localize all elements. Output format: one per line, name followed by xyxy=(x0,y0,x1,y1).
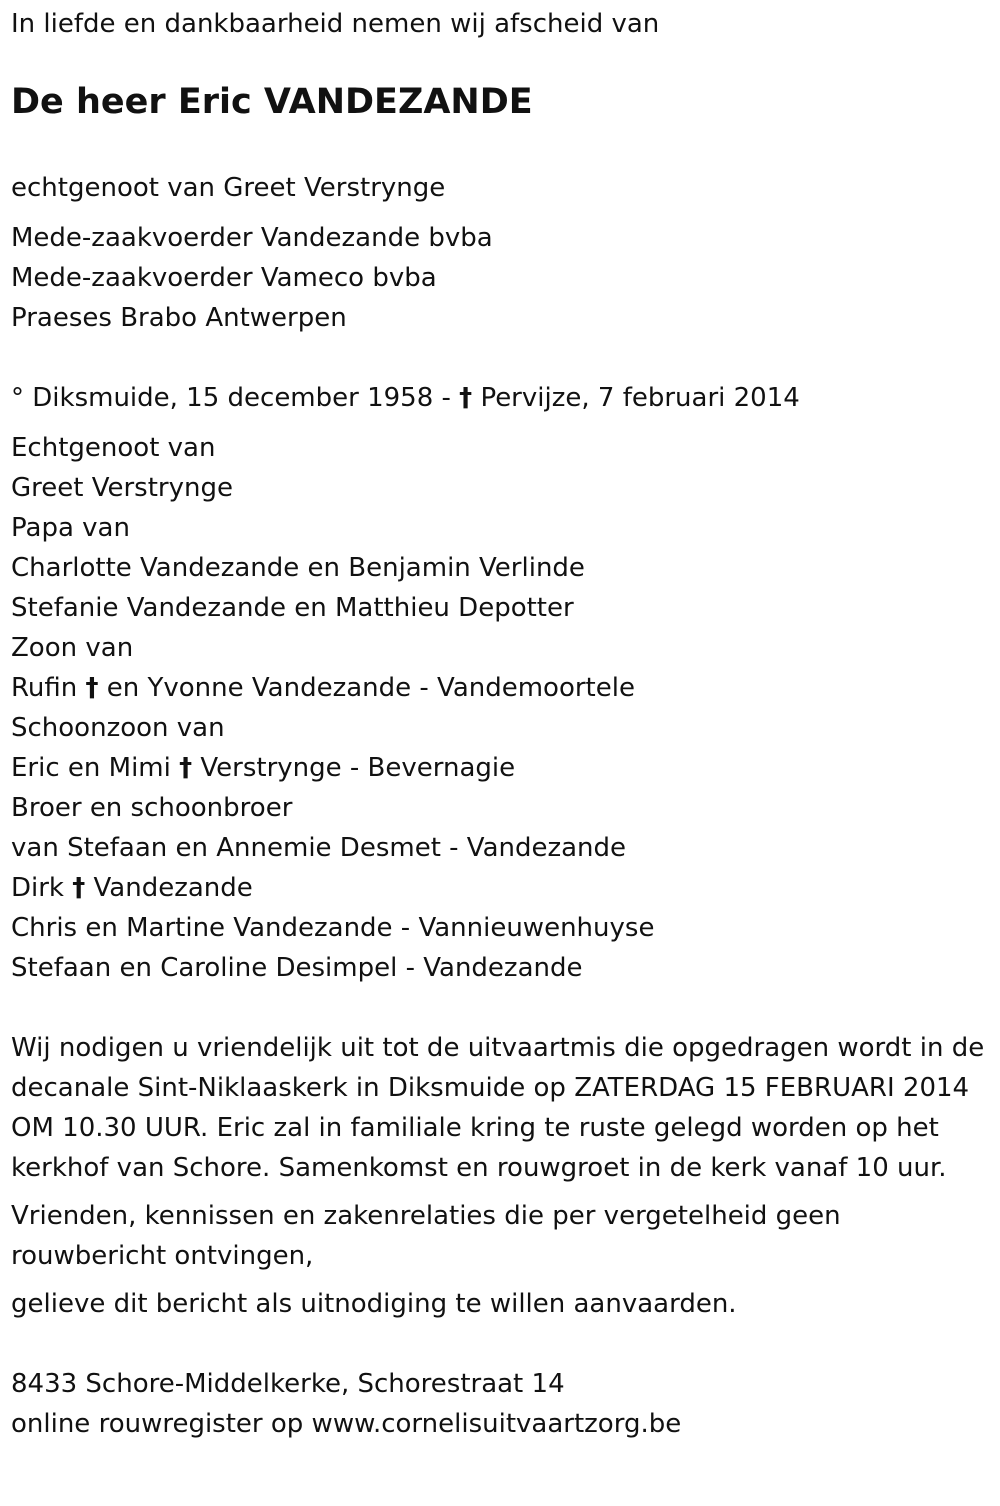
role-item: Mede-zaakvoerder Vandezande bvba xyxy=(11,223,493,253)
family-line xyxy=(11,668,989,708)
family-line: Zoon van xyxy=(11,633,134,663)
family-name: Vandezande xyxy=(93,873,253,903)
family-line: Charlotte Vandezande en Benjamin Verlinde xyxy=(11,553,585,583)
online-register: online rouwregister op www.cornelisuitvaartzorg.be xyxy=(11,1409,682,1439)
family-name: Rufin xyxy=(11,673,78,703)
role-item: Praeses Brabo Antwerpen xyxy=(11,303,347,333)
family-line xyxy=(11,748,989,788)
family-line: Stefaan en Caroline Desimpel - Vandezande xyxy=(11,953,583,983)
life-dates xyxy=(11,378,989,418)
request-paragraph: gelieve dit bericht als uitnodiging te willen aanvaarden. xyxy=(11,1289,737,1319)
family-list xyxy=(11,428,989,988)
family-line: Papa van xyxy=(11,513,130,543)
family-name: Dirk xyxy=(11,873,64,903)
roles-list xyxy=(11,218,989,338)
cross-icon: † xyxy=(85,673,99,703)
family-line xyxy=(11,868,989,908)
family-line: van Stefaan en Annemie Desmet - Vandezande xyxy=(11,833,627,863)
family-name: en Yvonne Vandezande - Vandemoortele xyxy=(106,673,635,703)
family-line: Schoonzoon van xyxy=(11,713,225,743)
address: 8433 Schore-Middelkerke, Schorestraat 14 xyxy=(11,1369,565,1399)
deceased-name: De heer Eric VANDEZANDE xyxy=(11,82,533,122)
invitation-paragraph: Wij nodigen u vriendelijk uit tot de uitvaartmis die opgedragen wordt in de decanale Sint-Niklaaskerk in Diksmuide op ZATERDAG 15 FEBRUARI 2014 OM 10.30 UUR. Eric zal in familiale kring te ruste gelegd worden op het kerkhof van Schore. Samenkomst en rouwgroet in de kerk vanaf 10 uur. xyxy=(11,1033,985,1183)
cross-icon: † xyxy=(72,873,86,903)
family-name: Eric en Mimi xyxy=(11,753,171,783)
cross-icon: † xyxy=(179,753,193,783)
cross-icon: † xyxy=(459,383,473,413)
friends-paragraph: Vrienden, kennissen en zakenrelaties die per vergetelheid geen rouwbericht ontvingen, xyxy=(11,1201,841,1271)
family-name: Verstrynge - Bevernagie xyxy=(200,753,516,783)
spouse-line: echtgenoot van Greet Verstrynge xyxy=(11,173,446,203)
role-item: Mede-zaakvoerder Vameco bvba xyxy=(11,263,437,293)
family-line: Greet Verstrynge xyxy=(11,473,233,503)
family-line: Chris en Martine Vandezande - Vannieuwenhuyse xyxy=(11,913,655,943)
death-date: Pervijze, 7 februari 2014 xyxy=(480,383,800,413)
family-line: Echtgenoot van xyxy=(11,433,216,463)
birth-date: ° Diksmuide, 15 december 1958 - xyxy=(11,383,451,413)
family-line: Stefanie Vandezande en Matthieu Depotter xyxy=(11,593,574,623)
intro-text: In liefde en dankbaarheid nemen wij afscheid van xyxy=(11,9,660,39)
family-line: Broer en schoonbroer xyxy=(11,793,293,823)
